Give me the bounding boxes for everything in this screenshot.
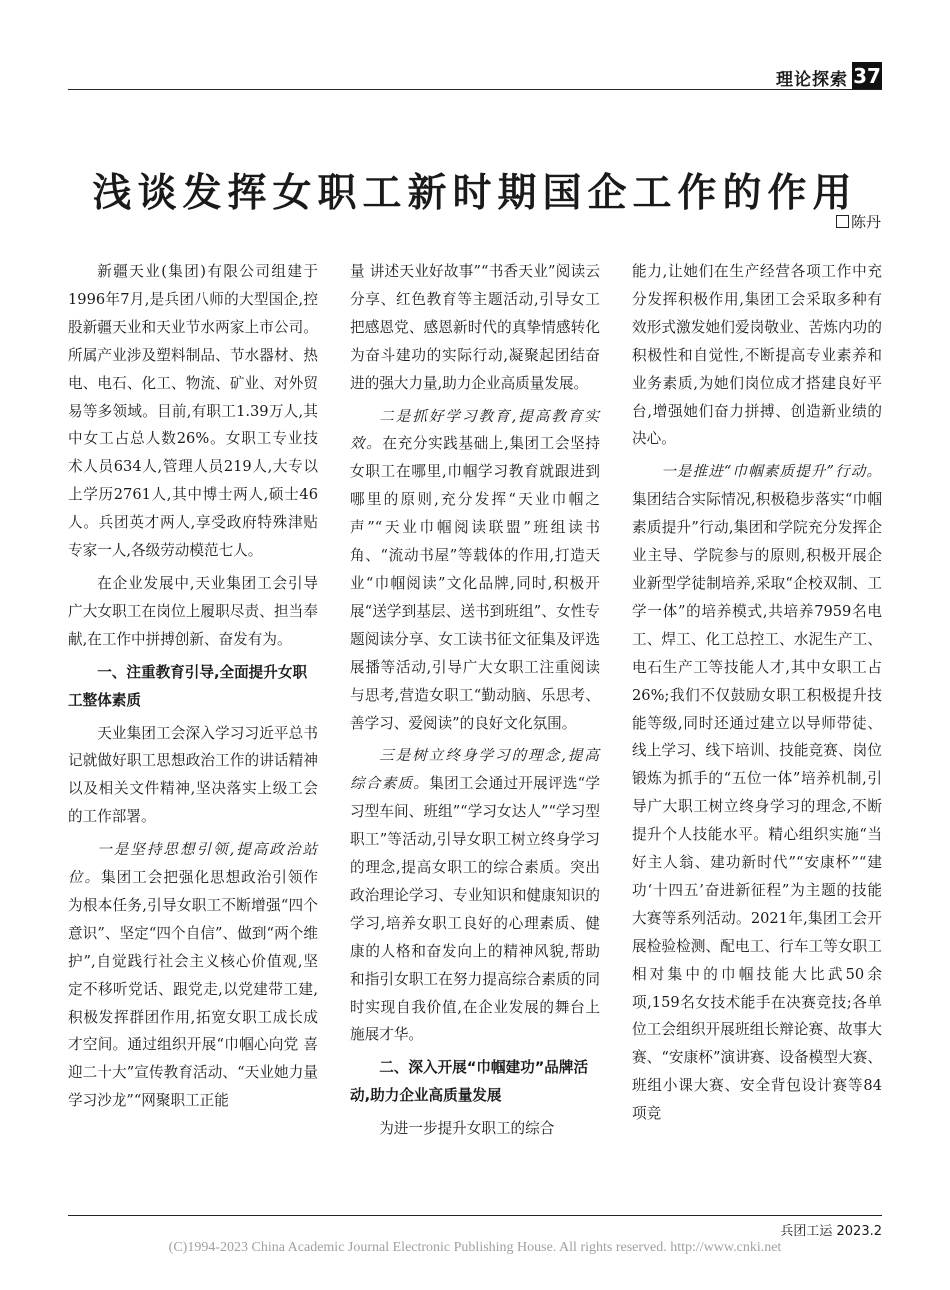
emphasis: 三是树立终身学习的理念,提高综合素质。 (350, 747, 600, 793)
journal-info: 兵团工运 2023.2 (780, 1224, 882, 1239)
paragraph: 能力,让她们在生产经营各项工作中充分发挥积极作用,集团工会采取多种有效形式激发她们爱岗敬业、苦炼内功的积极性和自觉性,不断提高专业素养和业务素质,为她们岗位成才搭建良好平台,增强她们奋力拼搏、创造新业绩的决心。 (632, 263, 882, 448)
paragraph: 新疆天业(集团)有限公司组建于1996年7月,是兵团八师的大型国企,控股新疆天业和天业节水两家上市公司。所属产业涉及塑料制品、节水器材、热电、电石、化工、物流、矿业、对外贸易等多领域。目前,有职工1.39万人,其中女工占总人数26%。女职工专业技术人员634人,管理人员219人,大专以上学历2761人,其中博士两人,硕士46人。兵团英才两人,享受政府特殊津贴专家一人,各级劳动模范七人。 (68, 263, 318, 560)
paragraph: 二是抓好学习教育,提高教育实效。在充分实践基础上,集团工会坚持女职工在哪里,巾帼学习教育就跟进到哪里的原则,充分发挥“天业巾帼之声”“天业巾帼阅读联盟”班组读书角、“流动书屋”等载体的作用,打造天业“巾帼阅读”文化品牌,同时,积极开展“送学到基层、送书到班组”、女性专题阅读分享、女工读书征文征集及评选展播等活动,引导广大女职工注重阅读与思考,营造女职工“勤动脑、乐思考、善学习、爱阅读”的良好文化氛围。 (350, 407, 600, 732)
paragraph: 在企业发展中,天业集团工会引导广大女职工在岗位上履职尽责、担当奉献,在工作中拼搏创新、奋发有为。 (68, 574, 318, 648)
header-rule (68, 89, 882, 90)
section-heading: 二、深入开展“巾帼建功”品牌活动,助力企业高质量发展 (350, 1059, 589, 1105)
page-header (68, 62, 882, 90)
author-name: 陈丹 (850, 213, 881, 231)
author-box-icon (836, 215, 849, 228)
column-3 (632, 258, 882, 1133)
page-number: 37 (853, 64, 881, 88)
paragraph: 三是树立终身学习的理念,提高综合素质。集团工会通过开展评选“学习型车间、班组”“学习女达人”“学习型职工”等活动,引导女职工树立终身学习的理念,提高女职工的综合素质。突出政治理论学习、专业知识和健康知识的学习,培养女职工良好的心理素质、健康的人格和奋发向上的精神风貌,帮助和指引女职工在努力提高综合素质的同时实现自我价值,在企业发展的舞台上施展才华。 (350, 747, 600, 1044)
section-heading: 一、注重教育引导,全面提升女职工整体素质 (68, 663, 308, 709)
column-2 (350, 258, 600, 1148)
section-label: 理论探索 (776, 70, 848, 90)
paragraph: 为进一步提升女职工的综合 (379, 1120, 555, 1138)
emphasis: 一是推进“巾帼素质提升”行动。 (661, 463, 882, 481)
emphasis: 二是抓好学习教育,提高教育实效。 (350, 407, 600, 453)
paragraph: 一是推进“巾帼素质提升”行动。集团结合实际情况,积极稳步落实“巾帼素质提升”行动,集团和学院充分发挥企业主导、学院参与的原则,积极开展企业新型学徒制培养,采取“企校双制、工学一体”的培养模式,共培养7959名电工、焊工、化工总控工、水泥生产工、电石生产工等技能人才,其中女职工占26%;我们不仅鼓励女职工积极提升技能等级,同时还通过建立以导师带徒、线上学习、线下培训、技能竞赛、岗位锻炼为抓手的“五位一体”培养机制,引导广大职工树立终身学习的理念,不断提升个人技能水平。精心组织实施“当好主人翁、建功新时代”“安康杯”“建功‘十四五’奋进新征程”为主题的技能大赛等系列活动。2021年,集团工会开展检验检测、配电工、行车工等女职工相对集中的巾帼技能大比武50余项,159名女技术能手在决赛竞技;各单位工会组织开展班组长辩论赛、故事大赛、“安康杯”演讲赛、设备模型大赛、班组小课大赛、安全背包设计赛等84项竞 (632, 463, 882, 1123)
paragraph: 天业集团工会深入学习习近平总书记就做好职工思想政治工作的讲话精神以及相关文件精神,坚决落实上级工会的工作部署。 (68, 724, 318, 826)
page-footer (68, 1215, 882, 1239)
paragraph: 量 讲述天业好故事”“书香天业”阅读云分享、红色教育等主题活动,引导女工把感恩党、感恩新时代的真挚情感转化为奋斗建功的实际行动,凝聚起团结奋进的强大力量,助力企业高质量发展。 (350, 263, 600, 392)
author (836, 211, 881, 232)
emphasis: 一是坚持思想引领,提高政治站位。 (68, 841, 318, 887)
column-1 (68, 258, 318, 1120)
article-title: 浅谈发挥女职工新时期国企工作的作用 (92, 171, 858, 216)
paragraph: 一是坚持思想引领,提高政治站位。集团工会把强化思想政治引领作为根本任务,引导女职工不断增强“四个意识”、坚定“四个自信”、做到“两个维护”,自觉践行社会主义核心价值观,坚定不移听党话、跟党走,以党建带工建,积极发挥群团作用,拓宽女职工成长成才空间。通过组织开展“巾帼心向党 喜迎二十大”宣传教育活动、“天业她力量学习沙龙”“网聚职工正能 (68, 841, 318, 1110)
copyright-notice: (C)1994-2023 China Academic Journal Electronic Publishing House. All rights reserved. http://www.cnki.net (168, 1240, 782, 1255)
